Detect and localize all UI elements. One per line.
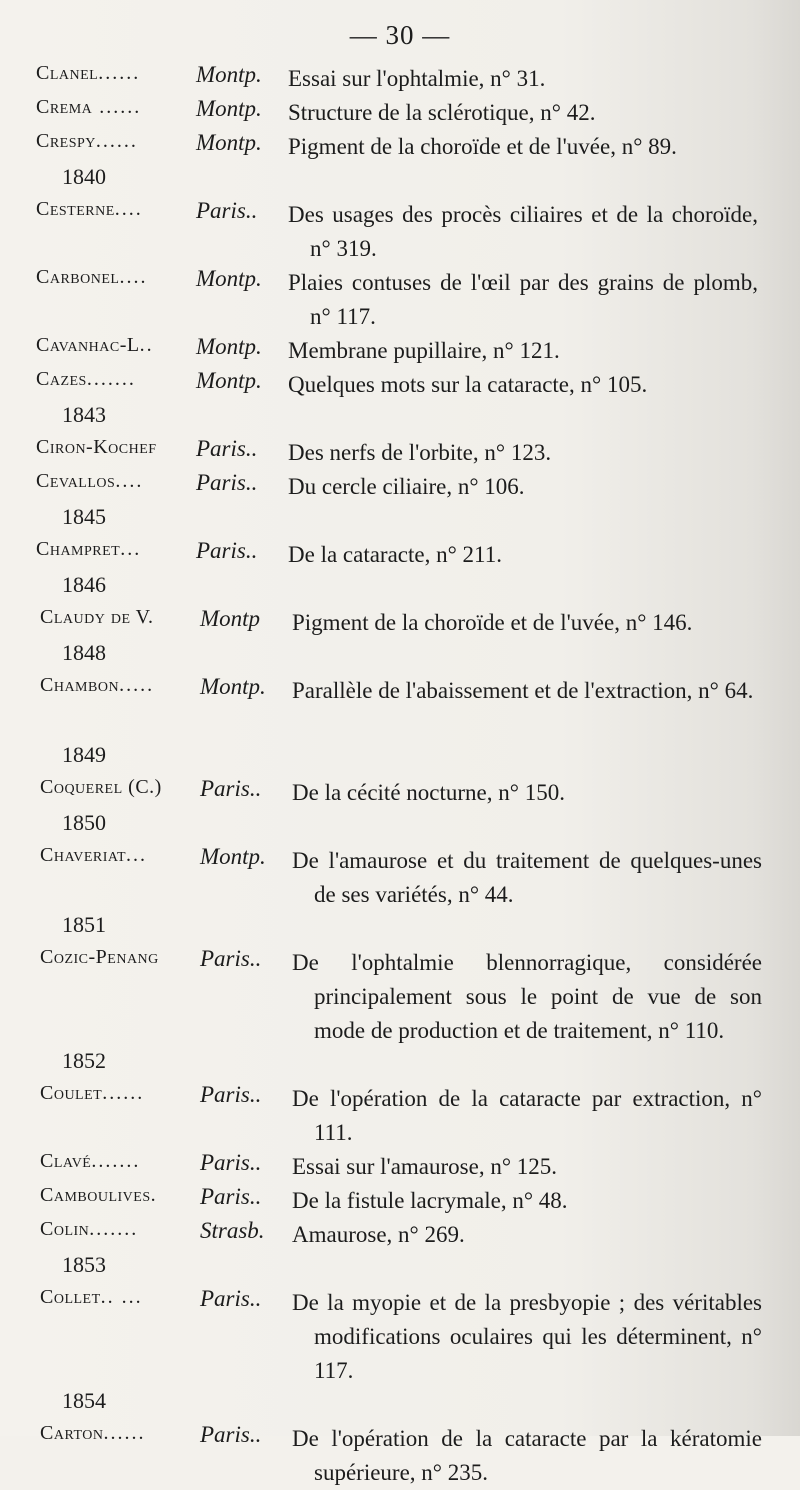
faculty-city: Paris.. — [196, 198, 258, 223]
author-name-text: Clanel — [36, 62, 99, 84]
page-number: — 30 — — [349, 20, 451, 50]
author-name — [40, 1422, 145, 1445]
thesis-title: Parallèle de l'abaissement et de l'extraction, n° 64. — [292, 678, 754, 703]
author-name-text: Ciron-Kochef — [36, 436, 157, 458]
thesis-title: Essai sur l'ophtalmie, n° 31. — [288, 66, 546, 91]
leader-dots: ...... — [95, 130, 138, 152]
thesis-title: Pigment de la choroïde et de l'uvée, n° 146. — [292, 610, 693, 635]
author-name — [40, 1286, 143, 1309]
year-heading: 1850 — [62, 810, 106, 835]
entry-row — [0, 196, 800, 264]
entry-row — [0, 1216, 800, 1250]
leader-dots: ... — [120, 538, 142, 560]
author-name-text: Chaveriat — [40, 844, 127, 866]
leader-dots: ....... — [86, 368, 136, 390]
author-name-text: Carton — [40, 1422, 104, 1444]
author-name — [40, 674, 154, 697]
thesis-title: Pigment de la choroïde et de l'uvée, n° 89. — [288, 134, 677, 159]
author-name — [40, 1082, 144, 1105]
leader-dots: ... — [126, 844, 148, 866]
year-heading-row — [0, 638, 800, 672]
thesis-title: Structure de la sclérotique, n° 42. — [288, 100, 596, 125]
entry-row — [0, 60, 800, 94]
faculty-city: Paris.. — [196, 538, 258, 563]
year-heading: 1853 — [62, 1252, 106, 1277]
thesis-title: De l'amaurose et du traitement de quelques-unes de ses variétés, n° 44. — [292, 848, 762, 907]
leader-dots: ..... — [119, 674, 155, 696]
author-name — [36, 266, 147, 289]
entry-row — [0, 774, 800, 808]
year-heading: 1843 — [62, 402, 106, 427]
year-heading-row — [0, 1250, 800, 1284]
year-heading-row — [0, 400, 800, 434]
thesis-title: De l'ophtalmie blennorragique, considérée principalement sous le point de vue de son mode de production et de traitement, n° 110. — [292, 950, 762, 1043]
entry-row — [0, 1148, 800, 1182]
entry-row — [0, 944, 800, 1046]
thesis-title: De la cécité nocturne, n° 150. — [292, 780, 565, 805]
thesis-title: Membrane pupillaire, n° 121. — [288, 338, 560, 363]
year-heading: 1845 — [62, 504, 106, 529]
author-name-text: Coulet — [40, 1082, 103, 1104]
leader-dots: ....... — [91, 1150, 141, 1172]
author-name-text: Claudy de V. — [40, 606, 154, 628]
faculty-city: Paris.. — [200, 1184, 262, 1209]
thesis-title: De la cataracte, n° 211. — [288, 542, 502, 567]
author-name — [36, 334, 154, 357]
faculty-city: Paris.. — [200, 1286, 262, 1311]
author-name — [40, 1184, 158, 1207]
author-name-text: Crema — [36, 96, 93, 118]
thesis-title: De la myopie et de la presbyopie ; des véritables modifications oculaires qui les déterminent, n° 117. — [292, 1290, 762, 1383]
author-name-text: Crespy — [36, 130, 96, 152]
faculty-city: Paris.. — [196, 436, 258, 461]
author-name-text: Collet — [40, 1286, 101, 1308]
faculty-city: Paris.. — [200, 1422, 262, 1447]
entry-row — [0, 128, 800, 162]
faculty-city: Montp. — [200, 674, 266, 699]
thesis-title: Des usages des procès ciliaires et de la choroïde, n° 319. — [288, 202, 758, 261]
entry-row — [0, 1080, 800, 1148]
author-name-text: Coquerel (C.) — [40, 776, 162, 798]
author-name — [40, 776, 162, 799]
entry-row — [0, 366, 800, 400]
faculty-city: Montp. — [196, 266, 262, 291]
entry-row — [0, 1182, 800, 1216]
faculty-city: Montp. — [196, 368, 262, 393]
year-heading-row — [0, 162, 800, 196]
author-name-text: Champret — [36, 538, 121, 560]
thesis-title: De l'opération de la cataracte par extraction, n° 111. — [292, 1086, 762, 1145]
year-heading-row — [0, 570, 800, 604]
leader-dots: .... — [119, 266, 148, 288]
year-heading: 1852 — [62, 1048, 106, 1073]
author-name-text: Clavé — [40, 1150, 92, 1172]
faculty-city: Montp. — [200, 844, 266, 869]
faculty-city: Montp. — [196, 334, 262, 359]
leader-dots: ...... — [102, 1082, 145, 1104]
author-name-text: Cazes — [36, 368, 87, 390]
year-heading: 1848 — [62, 640, 106, 665]
faculty-city: Montp. — [196, 130, 262, 155]
author-name-text: Carbonel — [36, 266, 120, 288]
author-name-text: Colin — [40, 1218, 90, 1240]
author-name — [36, 368, 136, 391]
leader-dots: . — [150, 1184, 158, 1206]
faculty-city: Montp — [200, 606, 261, 631]
leader-dots: ...... — [92, 96, 142, 118]
year-heading-row — [0, 1386, 800, 1420]
faculty-city: Montp. — [196, 62, 262, 87]
entry-row — [0, 434, 800, 468]
leader-dots: .. — [139, 334, 154, 356]
leader-dots: .. ... — [100, 1286, 143, 1308]
author-name — [36, 470, 143, 493]
author-name — [40, 1218, 138, 1241]
thesis-title: Amaurose, n° 269. — [292, 1222, 465, 1247]
year-heading-row — [0, 502, 800, 536]
author-name — [40, 844, 147, 867]
faculty-city: Paris.. — [200, 1082, 262, 1107]
author-name-text: Cozic-Penang — [40, 946, 159, 968]
author-name-text: Chambon — [40, 674, 120, 696]
entry-row — [0, 94, 800, 128]
year-heading-row — [0, 910, 800, 944]
author-name — [36, 538, 141, 561]
thesis-title: De la fistule lacrymale, n° 48. — [292, 1188, 568, 1213]
entry-list — [0, 60, 800, 1488]
thesis-title: Essai sur l'amaurose, n° 125. — [292, 1154, 558, 1179]
year-heading: 1849 — [62, 742, 106, 767]
author-name-text: Cavanhac-L — [36, 334, 140, 356]
thesis-title: Du cercle ciliaire, n° 106. — [288, 474, 525, 499]
thesis-title: Plaies contuses de l'œil par des grains de plomb, n° 117. — [288, 270, 758, 329]
year-heading: 1854 — [62, 1388, 106, 1413]
faculty-city: Paris.. — [200, 946, 262, 971]
author-name-text: Cesterne — [36, 198, 115, 220]
author-name — [36, 62, 140, 85]
leader-dots: ...... — [103, 1422, 146, 1444]
entry-row — [0, 1284, 800, 1386]
entry-row — [0, 604, 800, 638]
author-name-text: Cevallos — [36, 470, 116, 492]
faculty-city: Paris.. — [196, 470, 258, 495]
year-heading: 1840 — [62, 164, 106, 189]
entry-row — [0, 672, 800, 740]
entry-row — [0, 332, 800, 366]
author-name — [36, 96, 141, 119]
faculty-city: Montp. — [196, 96, 262, 121]
entry-row — [0, 1420, 800, 1488]
year-heading-row — [0, 1046, 800, 1080]
author-name — [40, 606, 154, 629]
author-name — [36, 198, 143, 221]
faculty-city: Paris.. — [200, 776, 262, 801]
year-heading-row — [0, 740, 800, 774]
faculty-city: Strasb. — [200, 1218, 265, 1243]
entry-row — [0, 842, 800, 910]
author-name-text: Camboulives — [40, 1184, 151, 1206]
year-heading: 1846 — [62, 572, 106, 597]
author-name — [36, 436, 157, 459]
leader-dots: .... — [114, 198, 143, 220]
leader-dots: .... — [115, 470, 144, 492]
thesis-title: De l'opération de la cataracte par la kératomie supérieure, n° 235. — [292, 1426, 762, 1485]
author-name — [36, 130, 138, 153]
leader-dots: ...... — [98, 62, 141, 84]
entry-row — [0, 536, 800, 570]
leader-dots: ....... — [89, 1218, 139, 1240]
faculty-city: Paris.. — [200, 1150, 262, 1175]
year-heading: 1851 — [62, 912, 106, 937]
author-name — [40, 1150, 140, 1173]
author-name — [40, 946, 159, 969]
entry-row — [0, 468, 800, 502]
year-heading-row — [0, 808, 800, 842]
thesis-title: Des nerfs de l'orbite, n° 123. — [288, 440, 552, 465]
thesis-title: Quelques mots sur la cataracte, n° 105. — [288, 372, 648, 397]
entry-row — [0, 264, 800, 332]
